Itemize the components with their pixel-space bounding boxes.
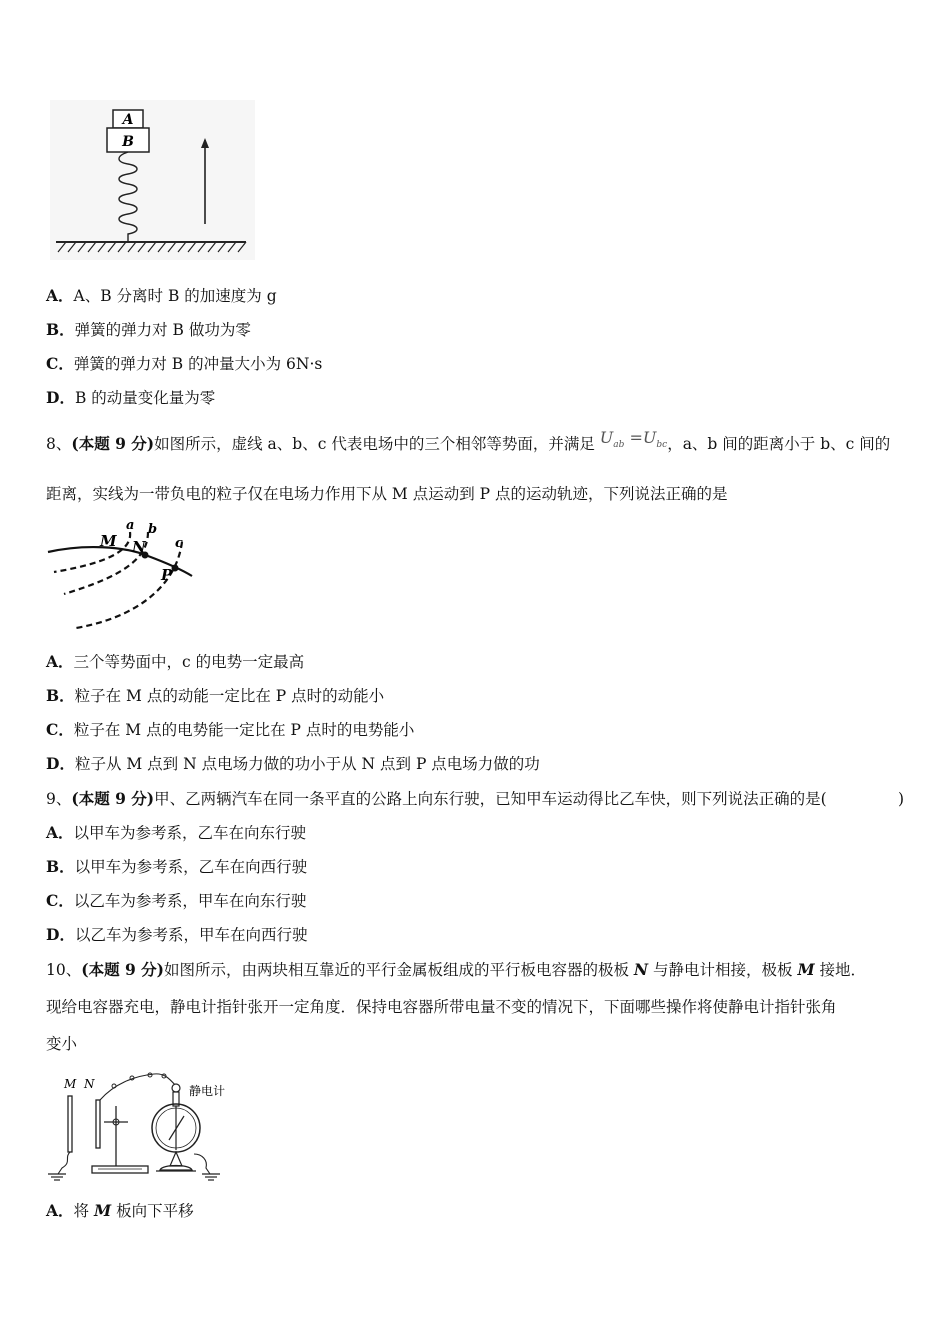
q8-option-a: A．三个等势面中，c 的电势一定最高	[46, 652, 305, 671]
label-a: a	[126, 518, 135, 533]
q9-option-b: B．以甲车为参考系，乙车在向西行驶	[46, 857, 308, 876]
block-a-label: A	[122, 112, 134, 128]
label-m: M	[100, 532, 117, 550]
plate-m	[68, 1096, 72, 1152]
q9-option-c: C．以乙车为参考系，甲车在向东行驶	[46, 891, 307, 910]
q10-stem-line3: 变小	[46, 1035, 78, 1053]
label-b: b	[148, 522, 158, 537]
ground-wire-m	[58, 1152, 70, 1174]
q10-score: (本题 9 分)	[81, 960, 164, 979]
q9-stem-end: )	[898, 790, 905, 808]
q7-option-d: D．B 的动量变化量为零	[46, 388, 216, 407]
stand-base	[92, 1166, 148, 1173]
plate-n	[96, 1100, 100, 1148]
label-c: c	[175, 536, 183, 551]
equipotential-a	[54, 532, 130, 572]
q9-stem: 9、(本题 9 分)甲、乙两辆汽车在同一条平直的公路上向东行驶，已知甲车运动得比乙车快，则下列说法正确的是(	[46, 789, 827, 808]
q9-score: (本题 9 分)	[71, 789, 155, 808]
q8-option-b: B．粒子在 M 点的动能一定比在 P 点时的动能小	[46, 686, 385, 705]
q9-option-a: A．以甲车为参考系，乙车在向东行驶	[46, 823, 307, 842]
q8-formula: $U_{ab} =U_{bc}$	[599, 428, 668, 450]
point-p-dot	[172, 565, 179, 572]
ground-wire-meter	[194, 1154, 210, 1174]
q10-number: 10、	[46, 961, 82, 979]
block-b-label: B	[122, 134, 134, 150]
q10-option-a: A．将 M 板向下平移	[46, 1201, 194, 1220]
q7-option-b: B．弹簧的弹力对 B 做功为零	[46, 320, 251, 339]
label-n: N	[132, 538, 146, 556]
q9-option-d: D．以乙车为参考系，甲车在向西行驶	[46, 925, 308, 944]
spring-blocks-figure	[50, 100, 255, 260]
q10-stem-line2: 现给电容器充电，静电计指针张开一定角度．保持电容器所带电量不变的情况下，下面哪些操作将使静电计指针张角	[46, 998, 837, 1016]
electroscope-label: 静电计	[189, 1084, 226, 1098]
q7-option-a: A．A、B 分离时 B 的加速度为 g	[46, 286, 277, 305]
label-n-plate: N	[84, 1077, 95, 1091]
equipotential-figure	[44, 518, 200, 634]
q8-option-c: C．粒子在 M 点的电势能一定比在 P 点时的电势能小	[46, 720, 415, 739]
q8-score: (本题 9 分)	[71, 434, 155, 453]
q9-number: 9、	[46, 790, 72, 808]
q8-option-d: D．粒子从 M 点到 N 点电场力做的功小于从 N 点到 P 点电场力做的功	[46, 754, 540, 773]
q8-stem-line1: 8、(本题 9 分)如图所示，虚线 a、b、c 代表电场中的三个相邻等势面，并满足 $U_{ab} =U_{bc}$，a、b 间的距离小于 b、c 间的	[46, 428, 891, 453]
q7-option-c: C．弹簧的弹力对 B 的冲量大小为 6N·s	[46, 354, 323, 373]
label-m-plate: M	[64, 1077, 77, 1091]
q8-number: 8、	[46, 435, 72, 453]
label-p: P	[161, 566, 173, 584]
electroscope-knob	[172, 1084, 180, 1092]
q10-stem-line1: 10、(本题 9 分)如图所示，由两块相互靠近的平行金属板组成的平行板电容器的极板 N 与静电计相接，极板 M 接地．	[46, 960, 867, 979]
q8-stem-line2: 距离，实线为一带负电的粒子仅在电场力作用下从 M 点运动到 P 点的运动轨迹，下列说法正确的是	[46, 485, 728, 503]
capacitor-electroscope-figure	[44, 1070, 234, 1182]
